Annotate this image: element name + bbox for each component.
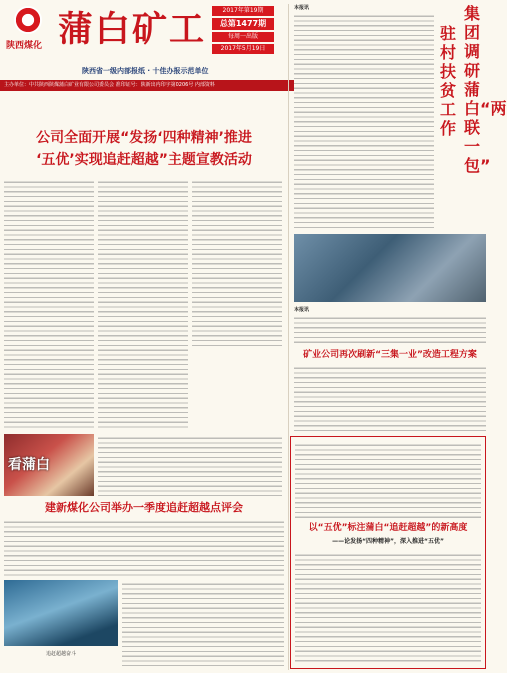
- five-headline: 以“五优”标注蒲白“追赶超越”的新高度: [308, 523, 468, 533]
- side-banner-line1: 集团调研蒲白“两联一包”: [464, 4, 507, 175]
- logo-emblem-icon: [14, 6, 42, 34]
- text-block: [4, 178, 94, 428]
- main-headline-line2: ‘五优’实现追赶超越”主题宣教活动: [36, 152, 252, 168]
- issue-box: [212, 6, 274, 54]
- date-label: 2017年5月19日: [212, 44, 274, 54]
- kanbai-text: [98, 434, 282, 496]
- kanbai-label: 看蒲白: [8, 457, 50, 473]
- commentary-box: [290, 436, 486, 669]
- side-banner-line2: 驻村扶贫工作: [440, 24, 457, 138]
- secondary-byline: 本报讯: [294, 307, 310, 313]
- masthead-slogan: 陕西省一级内部报纸 · 十佳办报示范单位: [82, 67, 209, 75]
- kanbai-photo: [4, 434, 94, 496]
- text-block: [4, 518, 284, 576]
- safety-article-text: [294, 364, 486, 434]
- weekly-label: 每周一出版: [212, 32, 274, 42]
- main-article-col3: [192, 178, 282, 348]
- evaluation-text-lower: [122, 580, 284, 666]
- side-article-byline: 本报讯: [294, 5, 310, 11]
- side-article-text: [294, 12, 434, 230]
- logo-text: 陕西煤化: [6, 41, 43, 51]
- sports-photo: [4, 580, 118, 646]
- safety-headline: 矿业公司再次刷新“三集一业”改造工程方案: [303, 350, 477, 360]
- masthead-title: 蒲白矿工: [58, 9, 207, 50]
- meeting-photo: [294, 234, 486, 302]
- text-block: [98, 434, 282, 496]
- main-headline-line1: 公司全面开展“发扬‘四种精神’推进: [36, 130, 252, 146]
- serial-label: 总第1477期: [212, 18, 274, 30]
- text-block: [294, 12, 434, 230]
- main-article-col1: [4, 178, 94, 428]
- text-block: [294, 314, 486, 346]
- publisher-bar: 主办单位：中共陕西陕煤蒲白矿业有限公司委员会 准印证号：陕新出内印字第0206号 内部资料: [0, 80, 294, 91]
- commentary-intro: [295, 441, 481, 519]
- secondary-article-text: [294, 314, 486, 346]
- text-block: [294, 364, 486, 434]
- issue-label: 2017年第19期: [212, 6, 274, 16]
- main-article-col2: [98, 178, 188, 428]
- column-divider: [288, 4, 289, 670]
- text-block: [192, 178, 282, 348]
- text-block: [295, 441, 481, 519]
- commentary-text: [295, 551, 481, 665]
- text-block: [122, 580, 284, 666]
- text-block: [295, 551, 481, 665]
- logo: [6, 6, 50, 52]
- five-subhead: ——论发扬“四种精神”，深入推进“五优”: [332, 538, 444, 545]
- evaluation-text: [4, 518, 284, 576]
- photo-caption: 追赶超越奋斗: [45, 651, 76, 657]
- text-block: [98, 178, 188, 428]
- main-headline: [4, 128, 284, 172]
- evaluation-headline: 建新煤化公司举办一季度追赶超越点评会: [45, 501, 243, 514]
- side-banner: [436, 4, 507, 230]
